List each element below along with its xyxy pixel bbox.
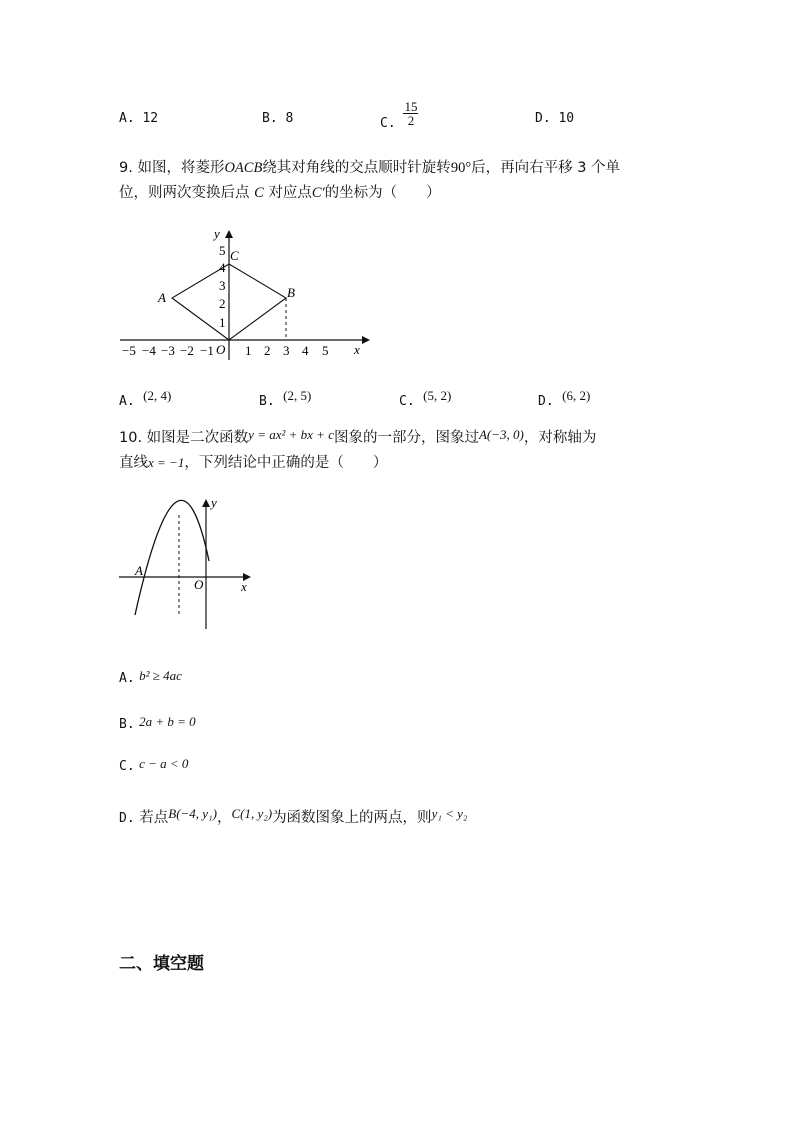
q10-text: 如图是二次函数 [146,430,249,446]
y-tick: 3 [219,278,226,293]
parabola-curve [135,500,209,615]
point-b-label: B [287,285,295,300]
x-tick: −3 [161,343,175,358]
y-axis-label: y [211,495,217,510]
q9-option-b [259,388,311,409]
q10-option-a-expr: b² ≥ 4ac [139,668,182,683]
x-tick: 2 [264,343,271,358]
q9-option-d-value: (6, 2) [562,388,591,403]
q10-option-d-point-c: C(1, y₂) [231,806,273,821]
origin-label: O [194,577,204,592]
q9-option-a [119,388,171,409]
point-a-label: A [158,290,166,305]
q9-point-c-prime: C' [311,185,325,201]
point-c-label: C [230,248,239,263]
q8-option-c-numerator: 15 [404,99,418,114]
q9-text: 的坐标为（ ） [324,185,441,201]
q10-text: ，下列结论中正确的是（ ） [184,455,388,471]
q8-option-b [262,111,293,126]
q9-text: 如图，将菱形 [137,160,225,176]
q10-option-a [119,668,182,686]
q8-option-d-value: 10 [558,111,575,126]
x-tick: 4 [302,343,309,358]
q8-option-d-label: D. [535,111,551,126]
q10-option-b-label: B. [119,717,135,732]
q10-option-d-inequality: y₁ < y₂ [431,806,468,821]
q10-option-d-label: D. [119,811,135,826]
q10-text: ，对称轴为 [523,430,597,446]
q9-line-2 [119,181,441,202]
q9-option-b-value: (2, 5) [283,388,312,403]
y-tick: 1 [219,315,226,330]
q10-option-d-point-b: B(−4, y₁) [168,806,217,821]
q9-option-c [399,388,451,409]
q9-shape-name: OACB [224,160,263,176]
q8-option-c-denominator: 2 [407,113,415,128]
q9-text: 绕其对角线的交点顺时针旋转 [262,160,451,176]
x-tick: 1 [245,343,252,358]
q8-option-a [119,111,158,126]
q10-option-b-expr: 2a + b = 0 [139,714,196,729]
q8-option-b-label: B. [262,111,278,126]
q10-parabola-figure [115,493,255,633]
q10-text: 直线 [119,455,148,471]
x-tick: 3 [283,343,290,358]
q10-option-c-expr: c − a < 0 [139,756,189,771]
q10-option-d-text: 为函数图象上的两点，则 [272,810,432,826]
q9-option-d-label: D. [538,394,554,409]
x-axis-label: x [241,579,247,594]
q8-option-c-label: C. [380,116,396,131]
q10-point-a: A(−3, 0) [478,427,524,442]
y-tick-labels [219,243,226,330]
x-axis-arrow [362,336,370,344]
q10-number: 10. [119,430,143,446]
x-tick: −2 [180,343,194,358]
q9-text: 后，再向右平移 3 个单 [471,160,621,176]
q10-text: 图象的一部分，图象过 [333,430,479,446]
q8-option-a-value: 12 [142,111,159,126]
q10-option-d [119,806,467,827]
point-a-label: A [135,563,143,578]
q9-option-a-value: (2, 4) [143,388,172,403]
q10-option-b [119,714,196,732]
x-tick: 5 [322,343,329,358]
x-tick: −4 [142,343,156,358]
q9-option-d [538,388,590,409]
x-axis-label: x [354,342,360,357]
origin-label: O [216,342,226,357]
q10-option-c-label: C. [119,759,135,774]
section-heading-fill-blanks: 二、填空题 [119,954,204,974]
q8-option-b-value: 8 [285,111,294,126]
q8-option-c [380,100,418,131]
y-axis-arrow [225,230,233,238]
q9-rhombus-figure [112,222,374,362]
y-tick: 2 [219,296,226,311]
q9-number: 9. [119,160,133,176]
q10-option-a-label: A. [119,671,135,686]
y-tick: 4 [219,260,226,275]
q9-option-a-label: A. [119,394,135,409]
q9-option-b-label: B. [259,394,275,409]
x-tick: −5 [122,343,136,358]
q10-option-c [119,756,188,774]
y-axis-label: y [214,226,220,241]
q10-axis-equation: x = −1 [148,455,185,470]
x-tick: −1 [200,343,214,358]
q10-option-d-text: 若点 [139,810,169,826]
q9-option-c-value: (5, 2) [423,388,452,403]
y-axis-arrow [202,499,210,507]
q10-line-2 [119,451,387,472]
q9-text: 对应点 [268,185,312,201]
q9-text: 位，则两次变换后点 [119,185,250,201]
q9-line-1 [119,156,620,177]
q8-option-c-fraction [403,100,418,127]
q8-option-d [535,111,574,126]
q9-option-c-label: C. [399,394,415,409]
q10-equation: y = ax² + bx + c [248,427,334,442]
q10-option-d-text: ， [216,810,232,826]
q8-option-a-label: A. [119,111,135,126]
q9-point-c: C [254,185,264,201]
q9-angle: 90° [450,160,472,176]
y-tick: 5 [219,243,226,258]
q10-line-1 [119,426,596,447]
